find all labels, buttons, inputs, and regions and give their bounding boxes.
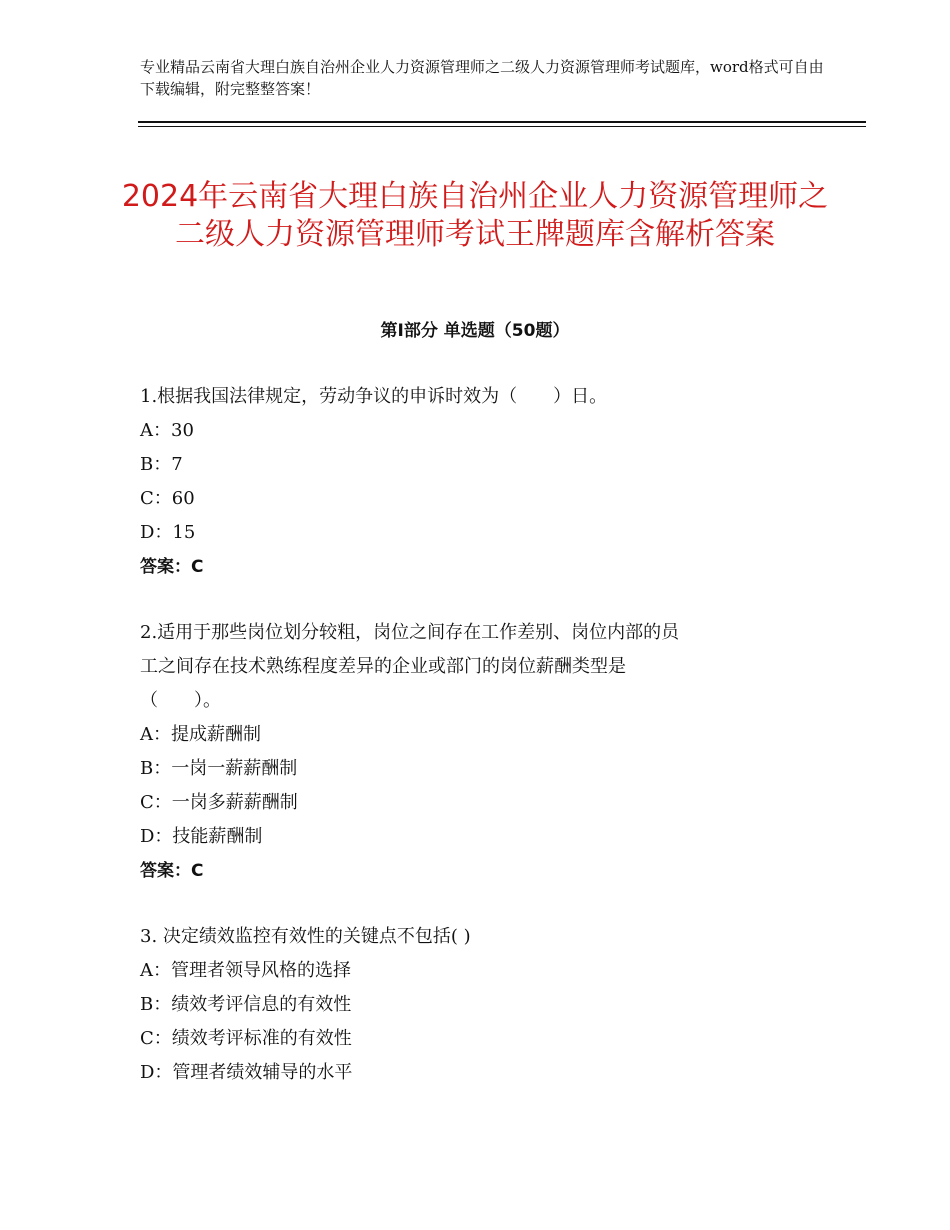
answer-line: 答案：C [140, 557, 204, 577]
option-c: C：60 [140, 488, 195, 509]
option-a: A：提成薪酬制 [140, 724, 261, 745]
question-stem-line: 工之间存在技术熟练程度差异的企业或部门的岗位薪酬类型是 [140, 656, 626, 677]
option-d: D：技能薪酬制 [140, 826, 263, 847]
option-a: A：管理者领导风格的选择 [140, 960, 351, 981]
question-2 [140, 616, 820, 888]
option-b: B：一岗一薪薪酬制 [140, 758, 298, 779]
option-a: A：30 [140, 420, 194, 441]
question-stem-line: 2.适用于那些岗位划分较粗，岗位之间存在工作差别、岗位内部的员 [140, 622, 680, 643]
option-c: C：绩效考评标准的有效性 [140, 1028, 352, 1049]
header-note: 专业精品云南省大理白族自治州企业人力资源管理师之二级人力资源管理师考试题库，word格式可自由下载编辑，附完整整答案！ [140, 58, 824, 98]
option-d: D：管理者绩效辅导的水平 [140, 1062, 353, 1083]
header-rule-thin [138, 126, 866, 127]
question-stem-line: 1.根据我国法律规定，劳动争议的申诉时效为（ ）日。 [140, 386, 608, 407]
option-b: B：7 [140, 454, 183, 475]
answer-line: 答案：C [140, 861, 204, 881]
section-heading: 第Ⅰ部分 单选题（50题） [380, 321, 570, 341]
option-c: C：一岗多薪薪酬制 [140, 792, 298, 813]
question-stem-line: 3. 决定绩效监控有效性的关键点不包括( ) [140, 926, 471, 947]
question-3 [140, 920, 820, 1090]
option-d: D：15 [140, 522, 196, 543]
header-rule-thick [138, 121, 866, 123]
document-title: 2024年云南省大理白族自治州企业人力资源管理师之二级人力资源管理师考试王牌题库含解析答案 [121, 179, 829, 253]
option-b: B：绩效考评信息的有效性 [140, 994, 352, 1015]
question-stem-line: （ ）。 [140, 690, 221, 711]
question-1 [140, 380, 820, 584]
question-list [140, 380, 820, 1122]
